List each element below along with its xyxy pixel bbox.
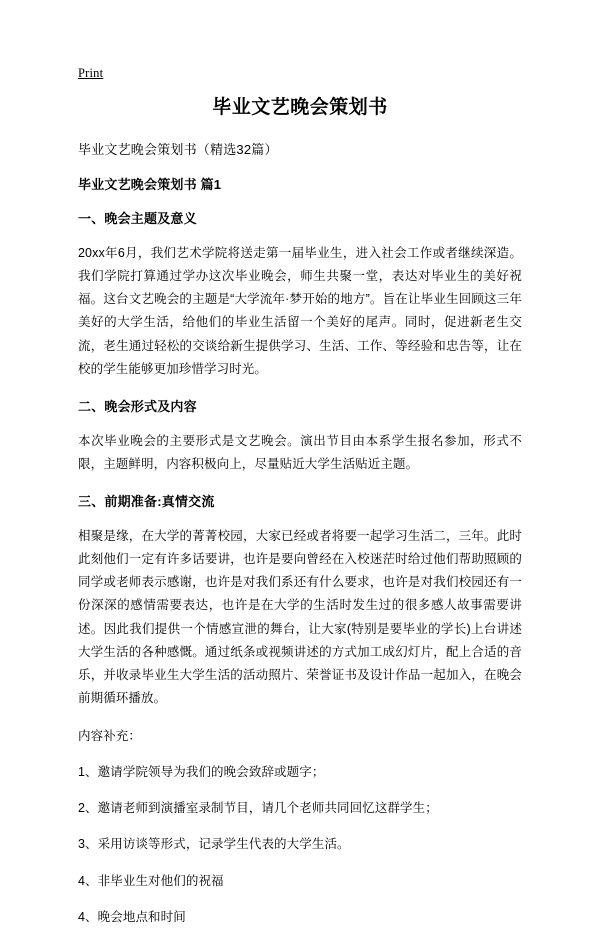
section-paragraph-2: 本次毕业晚会的主要形式是文艺晚会。演出节目由本系学生报名参加，形式不限，主题鲜明，内容积极向上，尽量贴近大学生活贴近主题。 — [78, 433, 522, 471]
supplement-label: 内容补充： — [78, 729, 142, 743]
section-heading-2: 二、晚会形式及内容 — [78, 398, 197, 414]
list-item: 1、邀请学院领导为我们的晚会致辞或题字； — [78, 765, 325, 780]
list-item: 4、非毕业生对他们的祝福 — [78, 873, 224, 888]
article-heading: 毕业文艺晚会策划书 篇1 — [78, 177, 222, 192]
list-item: 3、采用访谈等形式，记录学生代表的大学生活。 — [78, 837, 350, 852]
section-paragraph-1: 20xx年6月，我们艺术学院将送走第一届毕业生，进入社会工作或者继续深造。我们学院打算通过学办这次毕业晚会，师生共聚一堂，表达对毕业生的美好祝福。这台文艺晚会的主题是“大学流年·梦开始的地方”。旨在让毕业生回顾这三年美好的大学生活，给他们的毕业生活留一个美好的尾声。同时，促进新老生交流，老生通过轻松的交谈给新生提供学习、生活、工作、等经验和忠告等，让在校的学生能够更加珍惜学习时光。 — [78, 246, 522, 376]
section-paragraph-3: 相聚是缘，在大学的菁菁校园，大家已经或者将要一起学习生活二，三年。此时此刻他们一定有许多话要讲，也许是要向曾经在入校迷茫时给过他们帮助照顾的同学或老师表示感谢，也许是对我们系还有什么要求，也许是对我们校园还有一份深深的感情需要表达，也许是在大学的生活时发生过的很多感人故事需要讲述。因此我们提供一个情感宣泄的舞台，让大家(特别是要毕业的学长)上台讲述大学生活的各种感慨。通过纸条或视频讲述的方式加工成幻灯片，配上合适的音乐，并收录毕业生大学生活的活动照片、荣誉证书及设计作品一起加入，在晚会前期循环播放。 — [78, 529, 522, 705]
list-item: 2、邀请老师到演播室录制节目，请几个老师共同回忆这群学生； — [78, 801, 438, 816]
list-item: 4、晚会地点和时间 — [78, 909, 186, 924]
section-heading-3: 三、前期准备:真情交流 — [78, 494, 215, 509]
page-title: 毕业文艺晚会策划书 — [212, 97, 388, 118]
section-heading-1: 一、晚会主题及意义 — [78, 211, 197, 226]
print-button[interactable]: Print — [78, 66, 104, 80]
document-body — [78, 92, 522, 942]
document-subtitle: 毕业文艺晚会策划书（精选32篇） — [78, 142, 278, 157]
